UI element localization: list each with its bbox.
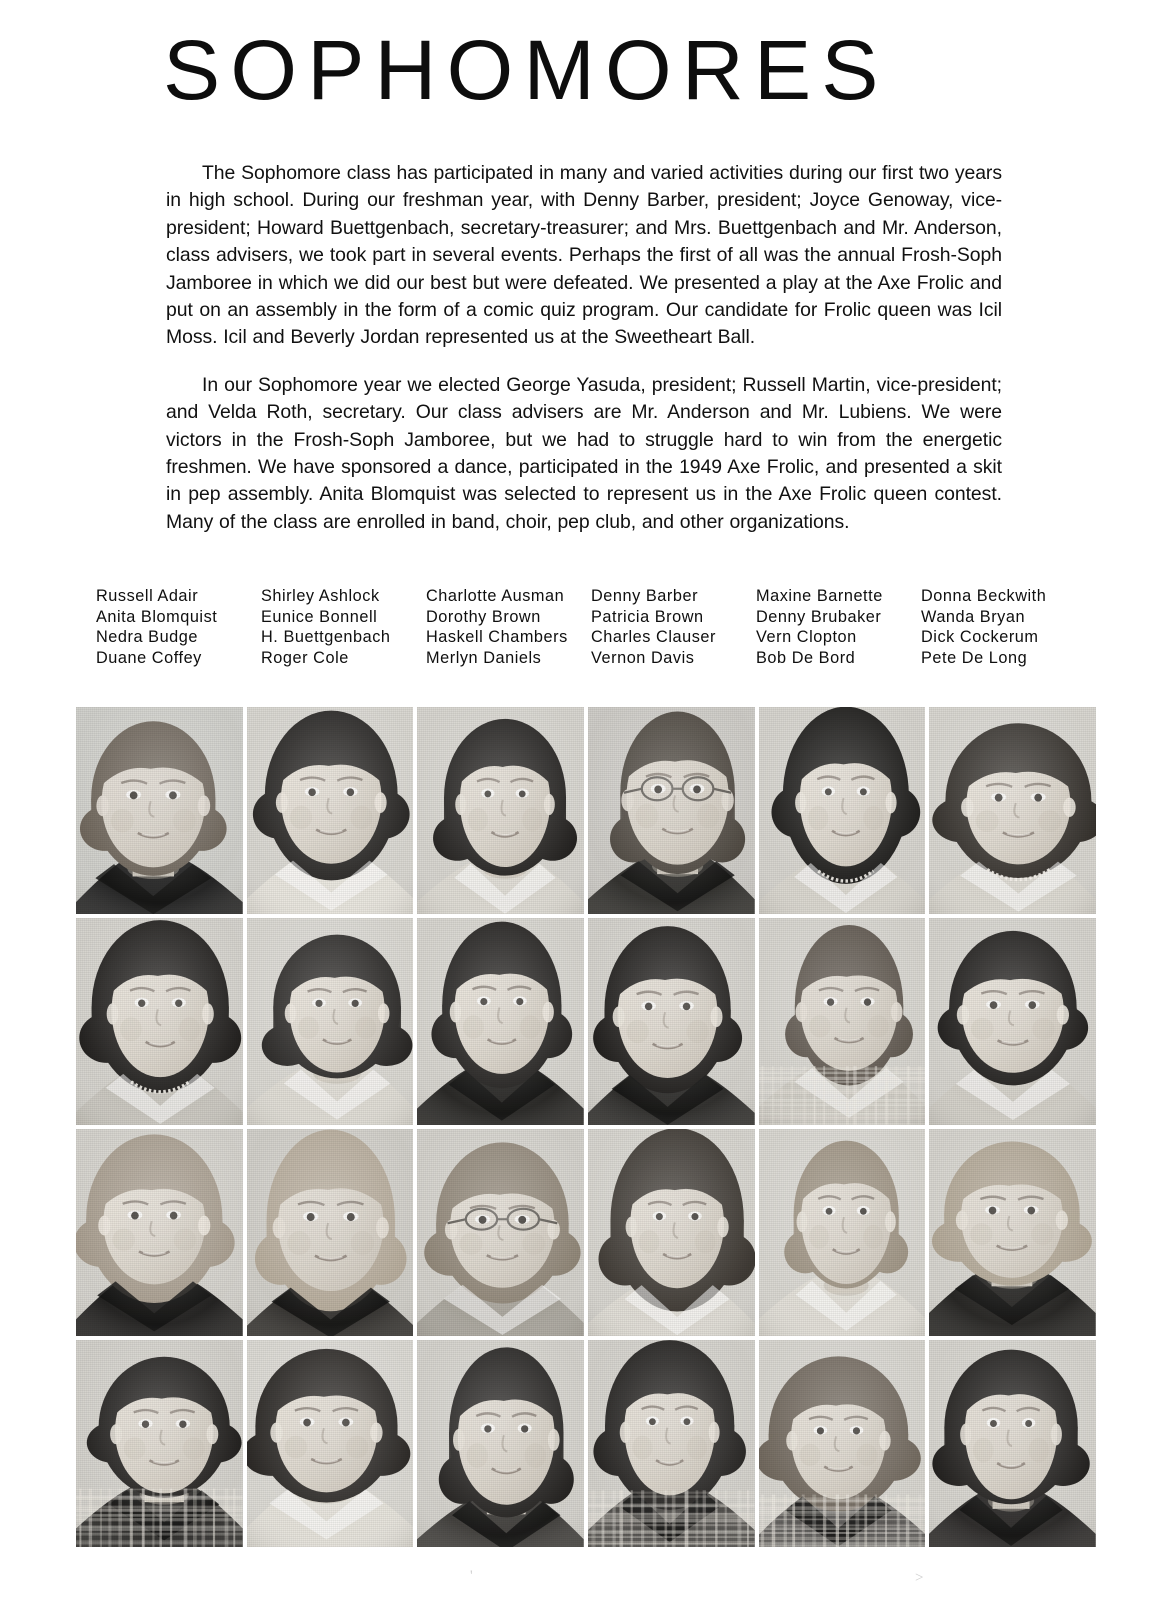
portrait-photo: [417, 1340, 584, 1547]
student-name: Denny Barber: [591, 587, 699, 605]
name-column-3: [426, 586, 591, 668]
student-name: Maxine Barnette: [756, 587, 883, 605]
portrait-photo: [247, 1340, 414, 1547]
student-name: Charles Clauser: [591, 628, 716, 647]
name-column-6: [921, 586, 1086, 668]
portrait-photo: [929, 1340, 1096, 1547]
student-name: Donna Beckwith: [921, 587, 1047, 605]
portrait-photo: [759, 707, 926, 914]
portrait-photo: [759, 1340, 926, 1547]
name-column-1: [96, 586, 261, 668]
portrait-photo: [588, 1340, 755, 1547]
portrait-photo: [247, 1129, 414, 1336]
name-column-4: [591, 586, 756, 668]
page-speckle: >: [915, 1570, 924, 1586]
portrait-photo: [417, 1129, 584, 1336]
student-name: H. Buettgenbach: [261, 628, 391, 647]
name-column-5: [756, 586, 921, 668]
student-name: Pete De Long: [921, 648, 1028, 667]
student-name: Wanda Bryan: [921, 607, 1026, 626]
name-column-2: [261, 586, 426, 668]
portrait-photo: [247, 918, 414, 1125]
portrait-photo: [76, 1340, 243, 1547]
student-name: Duane Coffey: [96, 648, 202, 667]
student-name: Merlyn Daniels: [426, 648, 542, 667]
portrait-photo: [588, 1129, 755, 1336]
page-speckle: ': [470, 1568, 473, 1584]
paragraph-sophomore-year: In our Sophomore year we elected George Yasuda, president; Russell Martin, vice-president; and Velda Roth, secretary. Our class advisers are Mr. Anderson and Mr. Lubiens. We were victors in the Frosh-Soph Jamboree, but we had to struggle hard to win from the energetic freshmen. We have sponsored a dance, participated in the 1949 Axe Frolic, and presented a skit in pep assembly. Anita Blomquist was selected to represent us in the Axe Frolic queen contest. Many of the class are enrolled in band, choir, pep club, and other organizations.: [166, 373, 1002, 533]
student-name: Bob De Bord: [756, 648, 856, 667]
student-name-columns: [96, 586, 1096, 668]
portrait-photo: [759, 918, 926, 1125]
student-name: Vernon Davis: [591, 648, 695, 667]
portrait-photo: [759, 1129, 926, 1336]
student-name: Charlotte Ausman: [426, 587, 565, 605]
student-name: Anita Blomquist: [96, 607, 218, 626]
portrait-photo: [417, 918, 584, 1125]
student-name: Denny Brubaker: [756, 607, 882, 626]
portrait-photo-grid: [76, 707, 1096, 1547]
student-name: Dick Cockerum: [921, 628, 1039, 647]
student-name: Dorothy Brown: [426, 607, 541, 626]
portrait-photo: [76, 918, 243, 1125]
portrait-photo: [247, 707, 414, 914]
student-name: Eunice Bonnell: [261, 607, 378, 626]
student-name: Nedra Budge: [96, 628, 198, 647]
portrait-photo: [588, 707, 755, 914]
portrait-photo: [929, 1129, 1096, 1336]
class-history-text: [166, 160, 1002, 536]
student-name: Russell Adair: [96, 587, 199, 605]
portrait-photo: [929, 918, 1096, 1125]
portrait-photo: [588, 918, 755, 1125]
student-name: Haskell Chambers: [426, 628, 568, 647]
page-title: SOPHOMORES: [163, 23, 889, 117]
student-name: Shirley Ashlock: [261, 587, 380, 605]
portrait-photo: [929, 707, 1096, 914]
portrait-photo: [417, 707, 584, 914]
student-name: Vern Clopton: [756, 628, 857, 647]
student-name: Roger Cole: [261, 648, 349, 667]
portrait-photo: [76, 707, 243, 914]
portrait-photo: [76, 1129, 243, 1336]
paragraph-freshman-year: The Sophomore class has participated in many and varied activities during our first two years in high school. During our freshman year, with Denny Barber, president; Joyce Genoway, vice-president; Howard Buettgenbach, secretary-treasurer; and Mrs. Buettgenbach and Mr. Anderson, class advisers, we took part in several events. Perhaps the first of all was the annual Frosh-Soph Jamboree in which we did our best but were defeated. We presented a play at the Axe Frolic and put on an assembly in the form of a comic quiz program. Our candidate for Frolic queen was Icil Moss. Icil and Beverly Jordan represented us at the Sweetheart Ball.: [166, 162, 1002, 349]
student-name: Patricia Brown: [591, 607, 704, 626]
